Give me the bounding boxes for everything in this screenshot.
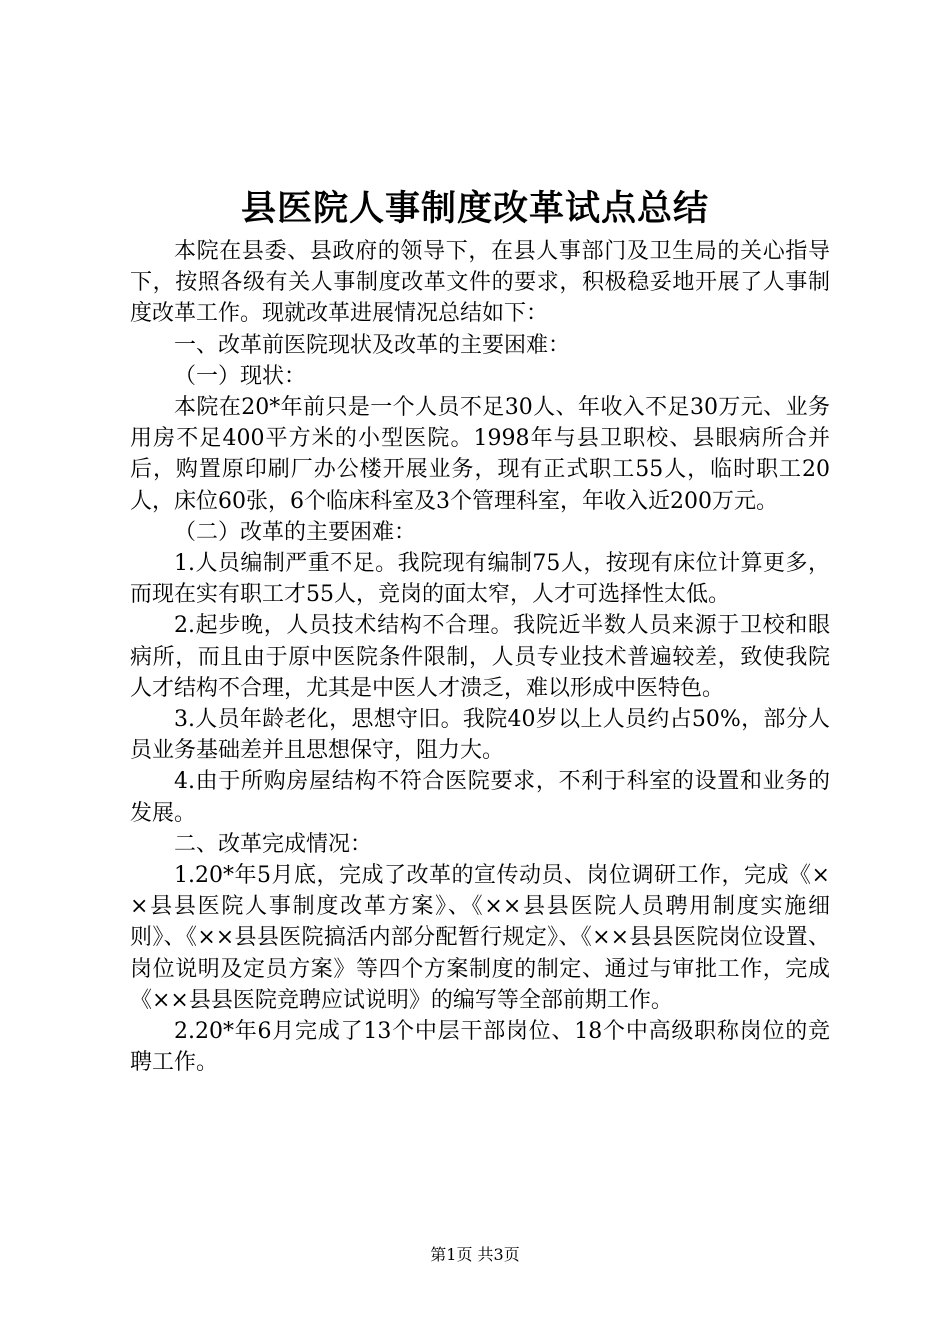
document-body	[130, 236, 830, 1078]
document-title: 县医院人事制度改革试点总结	[240, 188, 709, 229]
paragraph-completion-1: 1.20*年5月底，完成了改革的宣传动员、岗位调研工作，完成《××县县医院人事制度改革方案》、《××县县医院人员聘用制度实施细则》、《××县县医院搞活内部分配暂行规定》、《××县县医院岗位设置、岗位说明及定员方案》等四个方案制度的制定、通过与审批工作，完成《××县县医院竞聘应试说明》的编写等全部前期工作。	[130, 863, 830, 1013]
paragraph-difficulty-4: 4.由于所购房屋结构不符合医院要求，不利于科室的设置和业务的发展。	[130, 769, 830, 826]
section-heading-2: 二、改革完成情况：	[174, 831, 373, 857]
paragraph-intro: 本院在县委、县政府的领导下，在县人事部门及卫生局的关心指导下，按照各级有关人事制度改革文件的要求，积极稳妥地开展了人事制度改革工作。现就改革进展情况总结如下：	[130, 239, 830, 327]
paragraph-difficulty-1: 1.人员编制严重不足。我院现有编制75人，按现有床位计算更多，而现在实有职工才55人，竞岗的面太窄，人才可选择性太低。	[130, 551, 830, 608]
page-number-footer: 第1页 共3页	[430, 1245, 520, 1264]
paragraph-difficulty-2: 2.起步晚，人员技术结构不合理。我院近半数人员来源于卫校和眼病所，而且由于原中医院条件限制，人员专业技术普遍较差，致使我院人才结构不合理，尤其是中医人才溃乏，难以形成中医特色。	[130, 613, 830, 701]
paragraph-difficulty-3: 3.人员年龄老化，思想守旧。我院40岁以上人员约占50%，部分人员业务基础差并且思想保守，阻力大。	[130, 707, 830, 764]
subsection-heading-difficulties: （二）改革的主要困难：	[174, 519, 417, 545]
subsection-heading-status: （一）现状：	[174, 363, 307, 389]
paragraph-status: 本院在20*年前只是一个人员不足30人、年收入不足30万元、业务用房不足400平方米的小型医院。1998年与县卫职校、县眼病所合并后，购置原印刷厂办公楼开展业务，现有正式职工55人，临时职工20人，床位60张，6个临床科室及3个管理科室，年收入近200万元。	[130, 395, 830, 514]
paragraph-completion-2: 2.20*年6月完成了13个中层干部岗位、18个中高级职称岗位的竞聘工作。	[130, 1019, 830, 1076]
section-heading-1: 一、改革前医院现状及改革的主要困难：	[174, 332, 571, 358]
